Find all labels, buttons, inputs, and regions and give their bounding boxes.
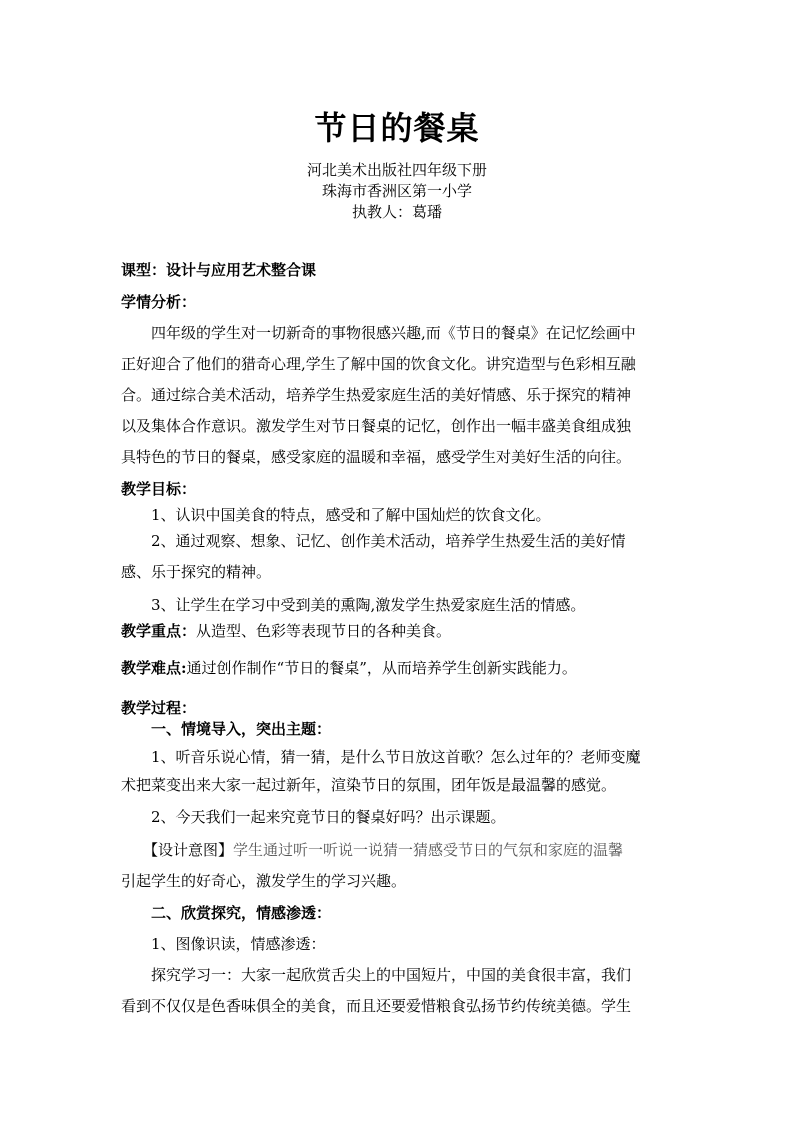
goal-line: 感、乐于探究的精神。 (121, 563, 272, 581)
document-title: 节日的餐桌 (314, 109, 480, 147)
analysis-line: 四年级的学生对一切新奇的事物很感兴趣,而《节日的餐桌》在记忆绘画中 (151, 324, 636, 342)
design-intent-text: 学生通过听一听说一说猜一猜感受节日的气氛和家庭的温馨 (233, 841, 624, 859)
section1-line: 术把菜变出来大家一起过新年，渲染节日的氛围，团年饭是最温馨的感觉。 (121, 776, 617, 794)
section2-line: 探究学习一：大家一起欣赏舌尖上的中国短片，中国的美食很丰富，我们 (151, 966, 632, 984)
design-intent-line: 引起学生的好奇心，激发学生的学习兴趣。 (121, 872, 407, 890)
lesson-type: 课型：设计与应用艺术整合课 (121, 261, 317, 279)
analysis-line: 以及集体合作意识。激发学生对节日餐桌的记忆，创作出一幅丰盛美食组成独 (121, 417, 632, 435)
goals-heading: 教学目标： (121, 480, 197, 498)
key-point (121, 620, 451, 641)
section1-heading: 一、情境导入，突出主题： (151, 720, 332, 738)
difficulty (121, 657, 577, 678)
goal-line: 3、让学生在学习中受到美的熏陶,激发学生热爱家庭生活的情感。 (151, 596, 586, 614)
section1-line: 1、听音乐说心情，猜一猜，是什么节日放这首歌？怎么过年的？老师变魔 (151, 748, 641, 766)
goal-line: 2、通过观察、想象、记忆、创作美术活动，培养学生热爱生活的美好情 (151, 532, 626, 550)
analysis-line: 正好迎合了他们的猎奇心理,学生了解中国的饮食文化。讲究造型与色彩相互融 (121, 355, 636, 373)
design-intent-tag: 【设计意图】 (143, 841, 234, 859)
section2-line: 1、图像识读，情感渗透： (151, 935, 326, 953)
key-point-label: 教学重点： (121, 622, 197, 640)
analysis-line: 合。通过综合美术活动，培养学生热爱家庭生活的美好情感、乐于探究的精神 (121, 386, 632, 404)
section1-line: 2、今天我们一起来究竟节日的餐桌好吗？出示课题。 (151, 808, 506, 826)
school-line: 珠海市香洲区第一小学 (321, 182, 472, 200)
analysis-line: 具特色的节日的餐桌，感受家庭的温暖和幸福，感受学生对美好生活的向往。 (121, 448, 632, 466)
publisher-line: 河北美术出版社四年级下册 (306, 161, 487, 179)
teacher-line: 执教人：葛璠 (351, 203, 442, 221)
design-intent (143, 839, 623, 860)
key-point-text: 从造型、色彩等表现节日的各种美食。 (196, 622, 452, 640)
difficulty-text: 通过创作制作“节日的餐桌”，从而培养学生创新实践能力。 (186, 659, 577, 677)
section2-heading: 二、欣赏探究，情感渗透： (151, 904, 332, 922)
section2-line: 看到不仅仅是色香味俱全的美食，而且还要爱惜粮食弘扬节约传统美德。学生 (121, 997, 632, 1015)
process-heading: 教学过程： (121, 699, 197, 717)
goal-line: 1、认识中国美食的特点，感受和了解中国灿烂的饮食文化。 (151, 506, 551, 524)
analysis-heading: 学情分析： (121, 293, 197, 311)
difficulty-label: 教学难点: (121, 659, 187, 677)
